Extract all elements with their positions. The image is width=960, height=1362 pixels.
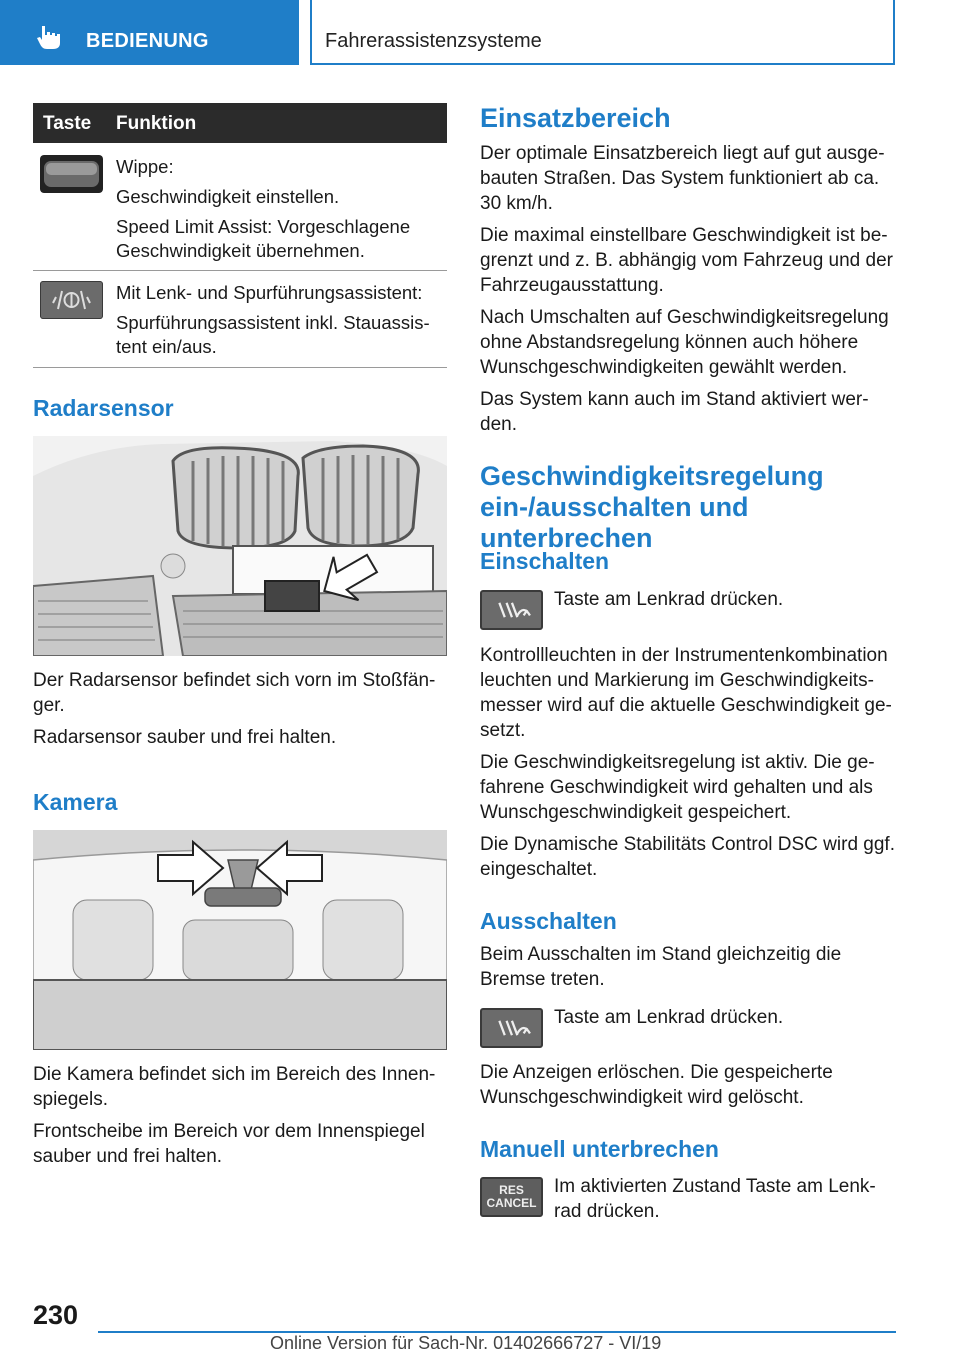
row-text-line: Wippe: (116, 156, 174, 177)
table-row (33, 143, 447, 271)
chapter-title: Fahrerassistenzsysteme (325, 30, 542, 52)
einschalten-text (480, 643, 898, 889)
row-text-line: Geschwindigkeit einstellen. (116, 186, 340, 207)
hand-pointer-icon (36, 24, 66, 50)
radar-paragraph: Der Radarsensor befindet sich vorn im Stoßfänger. (33, 670, 436, 716)
row-function-text (116, 155, 447, 263)
camera-heading: Kamera (33, 789, 118, 815)
page-number: 230 (33, 1300, 79, 1330)
cruise-control-button-icon (480, 1008, 543, 1048)
res-cancel-button-icon (480, 1177, 543, 1217)
einsatz-paragraph: Der optimale Einsatzbereich liegt auf gut ausgebauten Straßen. Das System funktioniert ab ca. 30 km/h. (480, 143, 885, 214)
ausschalten-text-1: Beim Ausschalten im Stand gleichzeitig die Bremse treten. (480, 944, 842, 990)
einsatz-paragraph: Nach Umschalten auf Geschwindigkeitsregelung ohne Abstandsregelung können auch höhere Wunschgeschwindigkeiten gewählt werden. (480, 307, 889, 378)
row-text-line: Spurführungsassistent inkl. Stauassistent ein/aus. (116, 312, 430, 357)
einsatz-paragraph: Die maximal einstellbare Geschwindigkeit ist begrenzt und z. B. abhängig vom Fahrzeug und der Fahrzeugausstattung. (480, 225, 893, 296)
lane-assist-icon (40, 281, 103, 319)
camera-paragraph: Frontscheibe im Bereich vor dem Innenspiegel sauber und frei halten. (33, 1121, 425, 1167)
einschalten-paragraph: Die Geschwindigkeitsregelung ist aktiv. Die gefahrene Geschwindigkeit wird gehalten und als Wunschgeschwindigkeit gespeichert. (480, 752, 875, 823)
radar-text (33, 668, 447, 757)
row-text-line: Speed Limit Assist: Vorgeschlagene Geschwindigkeit übernehmen. (116, 216, 411, 261)
einsatzbereich-heading: Einsatzbereich (480, 103, 671, 133)
einschalten-paragraph: Kontrollleuchten in der Instrumentenkombination leuchten und Markierung im Geschwindigkeitsmesser wird auf die aktuelle Geschwindigkeit gesetzt. (480, 645, 892, 741)
einschalten-paragraph: Die Dynamische Stabilitäts Control DSC wird ggf. eingeschaltet. (480, 834, 895, 880)
manuell-heading: Manuell unterbrechen (480, 1136, 719, 1162)
key-function-table (33, 103, 447, 368)
camera-illustration (33, 830, 447, 1050)
row-function-text (116, 281, 447, 359)
column-header-function: Funktion (116, 113, 197, 134)
camera-text (33, 1062, 447, 1176)
online-version-text: Online Version für Sach-Nr. 01402666727 - VI/19 (270, 1333, 662, 1353)
res-label: RES (499, 1183, 524, 1197)
table-row (33, 271, 447, 368)
radar-paragraph: Radarsensor sauber und frei halten. (33, 727, 337, 748)
camera-paragraph: Die Kamera befindet sich im Bereich des Innenspiegels. (33, 1064, 436, 1110)
rocker-switch-icon (40, 155, 103, 193)
radar-sensor-illustration (33, 436, 447, 656)
manuell-button-text: Im aktivierten Zustand Taste am Lenkrad drücken. (554, 1176, 876, 1222)
einsatz-paragraph: Das System kann auch im Stand aktiviert werden. (480, 389, 869, 435)
radar-heading: Radarsensor (33, 395, 174, 421)
section-label: BEDIENUNG (86, 30, 209, 52)
einschalten-heading: Einschalten (480, 548, 610, 574)
einschalten-button-text: Taste am Lenkrad drücken. (554, 589, 784, 610)
header-section-tab (0, 0, 299, 65)
cruise-control-button-icon (480, 590, 543, 630)
ausschalten-button-text: Taste am Lenkrad drücken. (554, 1007, 784, 1028)
car-interior-image (33, 830, 447, 1050)
cruise-control-heading: Geschwindigkeitsregelung ein-/ausschalten und unterbrechen (480, 461, 824, 553)
column-header-key: Taste (43, 113, 92, 134)
table-header (33, 103, 447, 143)
einsatzbereich-text (480, 141, 898, 444)
cancel-label: CANCEL (486, 1196, 537, 1210)
ausschalten-heading: Ausschalten (480, 908, 617, 934)
row-text-line: Mit Lenk- und Spurführungsassistent: (116, 282, 423, 303)
ausschalten-text-2: Die Anzeigen erlöschen. Die gespeicherte Wunschgeschwindigkeit wird gelöscht. (480, 1062, 833, 1108)
car-front-image (33, 436, 447, 656)
